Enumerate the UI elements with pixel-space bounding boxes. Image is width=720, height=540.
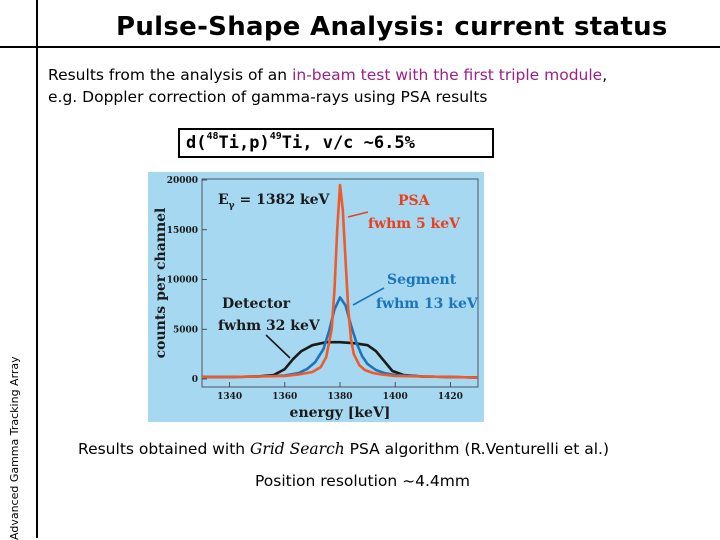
algorithm-note [78, 440, 609, 458]
reaction-part-c: Ti, v/c ~6.5% [281, 133, 415, 153]
y-tick-label: 5000 [172, 325, 198, 336]
vertical-divider-line [36, 0, 38, 538]
y-tick-label: 0 [191, 375, 198, 385]
y-axis-label: counts per channel [153, 207, 169, 359]
intro-line-1 [48, 64, 607, 86]
x-tick-label: 1400 [382, 392, 408, 402]
algorithm-note-post: PSA algorithm (R.Venturelli et al.) [344, 440, 609, 458]
segment-annotation-label: Segment [387, 272, 457, 288]
x-tick-label: 1360 [272, 392, 298, 402]
reaction-part-b: Ti,p) [218, 133, 270, 153]
spectrum-chart-panel [148, 172, 484, 422]
reaction-box [178, 128, 494, 158]
detector-annotation-fwhm: fwhm 32 keV [218, 318, 320, 334]
y-tick-label: 15000 [166, 225, 198, 236]
reaction-mass-2: 49 [269, 131, 282, 142]
algorithm-name: Grid Search [250, 440, 345, 458]
intro-text-post: , [602, 66, 608, 84]
x-tick-label: 1420 [437, 392, 463, 402]
intro-text [48, 64, 607, 108]
psa-annotation-label: PSA [398, 193, 430, 209]
title-underline [0, 46, 720, 48]
x-tick-label: 1340 [217, 392, 243, 402]
intro-line-2: e.g. Doppler correction of gamma-rays using PSA results [48, 88, 488, 106]
sidebar-vertical-label: Advanced Gamma Tracking Array [8, 356, 21, 540]
y-tick-label: 20000 [166, 176, 198, 186]
energy-symbol: E [218, 192, 229, 208]
spectrum-chart [148, 172, 484, 422]
energy-subscript: γ [228, 201, 235, 211]
x-axis-label: energy [keV] [289, 405, 391, 421]
segment-annotation-fwhm: fwhm 13 keV [376, 296, 478, 312]
reaction-mass-1: 48 [206, 131, 219, 142]
x-tick-label: 1380 [327, 392, 353, 402]
detector-annotation-label: Detector [222, 296, 291, 312]
psa-annotation-fwhm: fwhm 5 keV [368, 216, 461, 232]
reaction-part-a: d( [186, 133, 207, 153]
y-tick-label: 10000 [166, 275, 198, 286]
algorithm-note-pre: Results obtained with [78, 440, 251, 458]
intro-highlight: in-beam test with the first triple module [292, 66, 603, 84]
position-resolution-note: Position resolution ~4.4mm [255, 472, 470, 490]
intro-text-pre: Results from the analysis of an [48, 66, 293, 84]
energy-value: = 1382 keV [234, 192, 330, 208]
slide-title: Pulse-Shape Analysis: current status [116, 12, 668, 42]
